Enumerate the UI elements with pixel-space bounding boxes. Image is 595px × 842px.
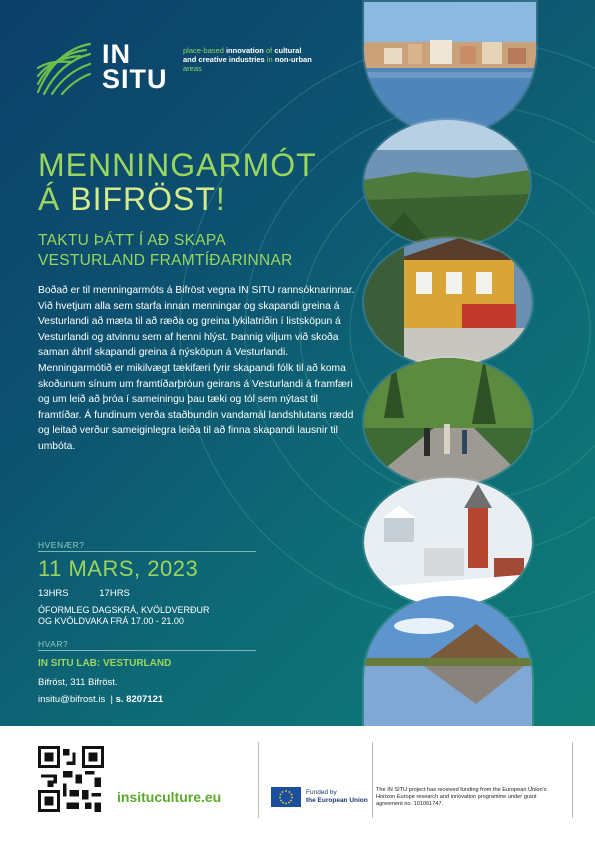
end-time: 17HRS [99,588,130,599]
funding-statement: The IN SITU project has received funding from the European Union's Horizon Europe research and innovation programme under grant agreement no. 101061747. [376,787,547,807]
event-date: 11 MARS, 2023 [38,556,199,581]
logo-word-situ: SITU [102,64,168,94]
description-paragraph-1: Boðað er til menningarmóts á Bifröst vegna IN SITU rannsóknarinnar. Við hvetjum alla sem starfa innan menningar og skapandi greina á Vesturlandi að mæta til að ræða og greina lykilatriðin í listsköpun á Vesturlandi og atvinnu sem af henni hlýst. Þannig viljum við skoða saman áhrif skapandi greina á nýsköpun á Vesturlandi. [38,285,355,359]
qr-code-icon[interactable] [38,746,104,812]
contact-info [38,694,163,705]
venue-address: Bifröst, 311 Bifröst. [38,677,118,688]
photo-forest-walkers [362,356,534,488]
logo-wordmark [102,39,168,94]
in-situ-logo [36,39,312,100]
footer-divider-2 [372,742,373,818]
eu-flag-icon [271,787,301,807]
logo-word-in: IN [102,39,131,69]
where-divider [38,650,256,651]
eu-funding-label: Funded by the European Union [306,789,368,804]
title-line-1: MENNINGARMÓT [38,147,317,183]
waves-icon [36,40,92,96]
event-times [38,588,158,599]
description-paragraph-2: Menningarmótið er mikilvægt tækifæri fyrir skapandi fólk til að koma skoðunum sínum um framtíðarþróun geirans á Vesturlandi á framfæri og um leið að þróa í sameiningu þau tæki og tól sem nýtast til framtíðar. Á fundinum verða staðbundin vandamál landshlutans rædd og leitað verður sameiginlegra leiða til að finna skapandi lausnir til umbóta. [38,362,354,452]
event-title [38,148,317,216]
event-subtitle: TAKTU ÞÁTT Í AÐ SKAPA VESTURLAND FRAMTÍÐARINNAR [38,232,293,269]
title-line-2: Á BIFRÖST! [38,181,226,217]
where-label: HVAR? [38,639,69,649]
when-label: HVENÆR? [38,540,85,550]
start-time: 13HRS [38,588,69,599]
photo-coastal-cliffs [362,118,532,248]
logo-tagline: place-based innovation of cultural and creative industries in non-urban areas [183,46,312,73]
schedule-note: ÓFORMLEG DAGSKRÁ, KVÖLDVERÐUR OG KVÖLDVAKA FRÁ 17.00 - 21.00 [38,605,210,626]
footer-divider-1 [258,742,259,818]
photo-snowy-town [362,476,534,608]
when-divider [38,551,256,552]
venue-name: IN SITU LAB: VESTURLAND [38,658,172,669]
website-link[interactable]: insituculture.eu [117,789,222,805]
contact-phone[interactable]: s. 8207121 [115,694,164,705]
photo-yellow-house [362,236,534,368]
contact-email[interactable]: insitu@bifrost.is [38,694,106,705]
footer-divider-3 [572,742,573,818]
event-description [38,283,356,455]
footer [0,726,595,842]
contact-separator: | [110,694,113,705]
